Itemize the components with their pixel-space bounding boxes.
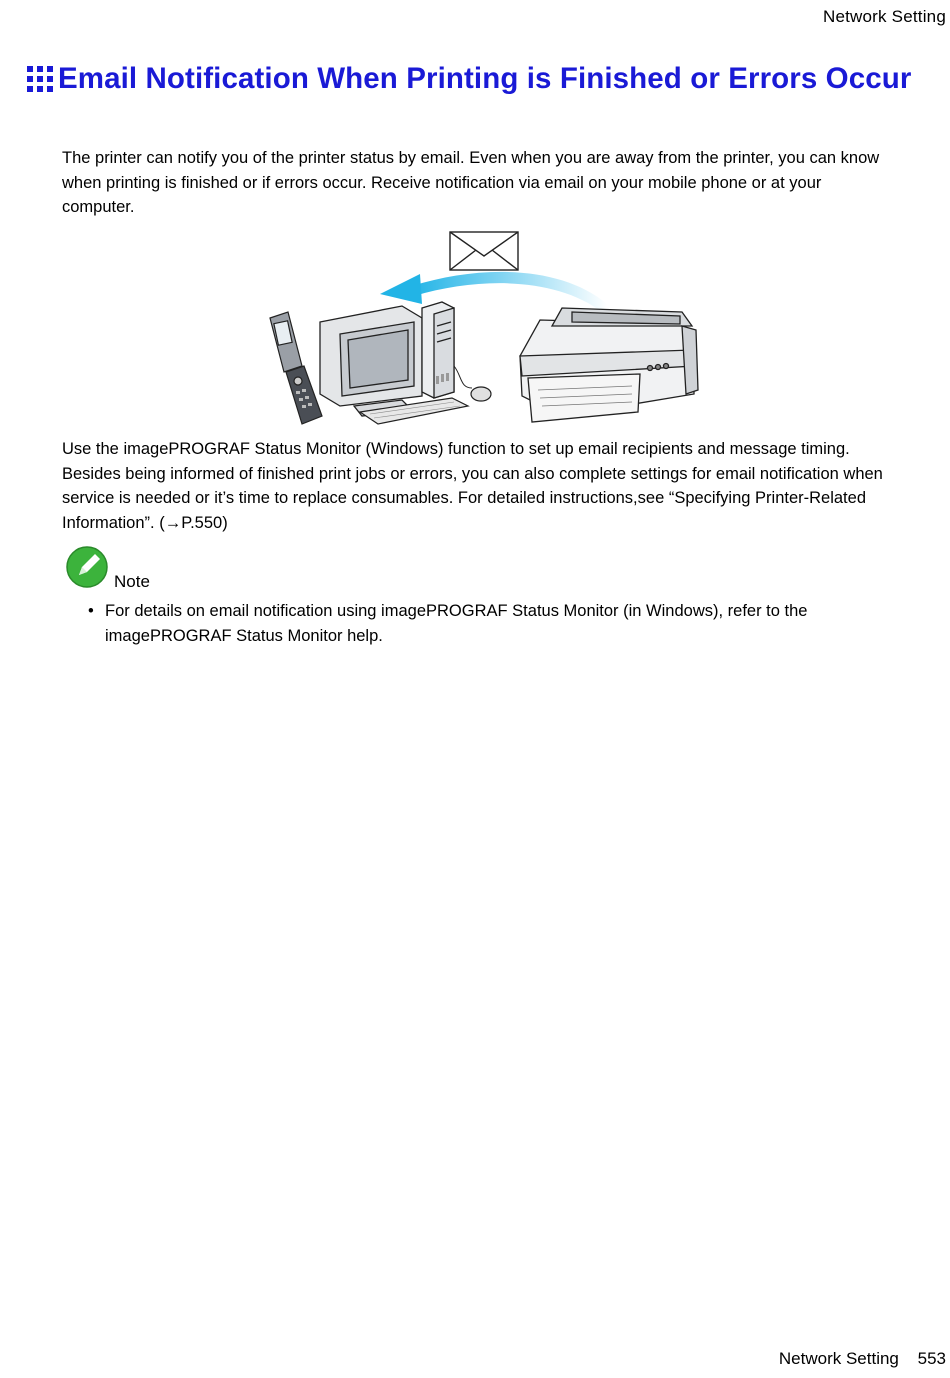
email-notification-illustration bbox=[262, 226, 702, 431]
computer-monitor-icon bbox=[320, 306, 422, 416]
note-text: For details on email notification using imagePROGRAF Status Monitor (in Windows), refer to the imagePROGRAF Status Monitor help. bbox=[105, 602, 808, 645]
note-list bbox=[88, 599, 888, 648]
printer-icon bbox=[520, 308, 698, 422]
computer-tower-icon bbox=[422, 302, 454, 398]
section-heading bbox=[27, 62, 927, 96]
note-label: Note bbox=[114, 572, 150, 591]
mouse-icon bbox=[471, 387, 491, 401]
arrow-icon bbox=[380, 272, 607, 312]
intro-paragraph: The printer can notify you of the printer status by email. Even when you are away from the printer, you can know when printing is finished or if errors occur. Receive notification via email on your mobile phone or at your computer. bbox=[62, 149, 880, 216]
bullet: • bbox=[88, 602, 94, 620]
envelope-icon bbox=[450, 232, 518, 270]
running-header: Network Setting bbox=[823, 7, 946, 26]
pencil-check-icon bbox=[65, 545, 109, 589]
page-number: 553 bbox=[917, 1349, 946, 1368]
list-item bbox=[88, 599, 888, 648]
body-paragraph: Use the imagePROGRAF Status Monitor (Windows) function to set up email recipients and message timing. Besides being informed of finished print jobs or errors, you can also complete settings for email notification when service is needed or it’s time to replace consumables. For detailed instructions,see “Specifying Printer-Related Information”. (→P.550) bbox=[62, 440, 883, 532]
grid-dots-icon bbox=[27, 66, 53, 92]
mobile-phone-icon bbox=[270, 312, 322, 424]
footer-section: Network Setting bbox=[778, 1349, 899, 1368]
running-footer bbox=[779, 1349, 946, 1369]
page-title: Email Notification When Printing is Finished or Errors Occur bbox=[58, 62, 912, 95]
